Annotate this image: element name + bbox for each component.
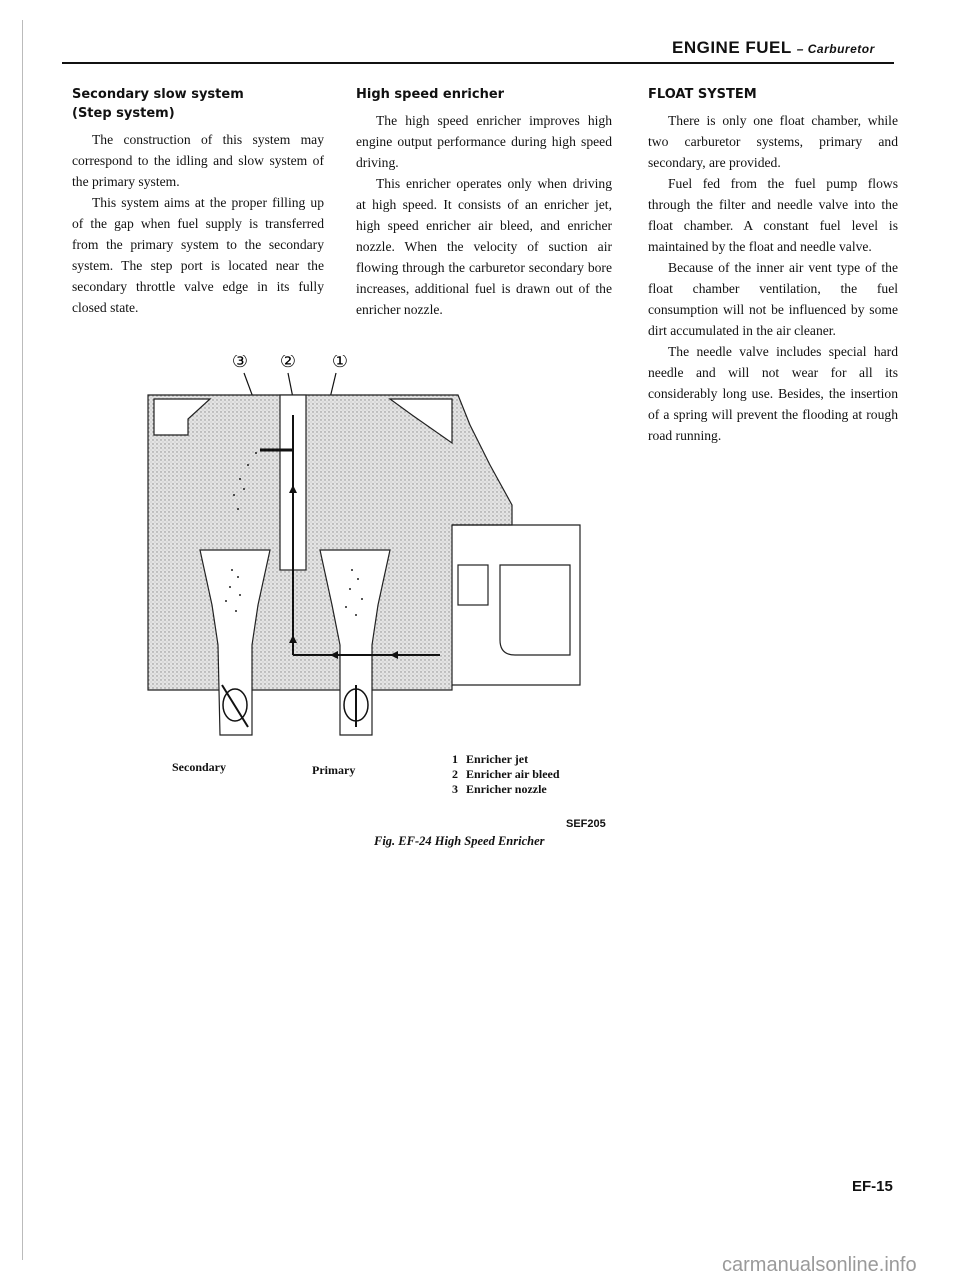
paragraph: The high speed enricher improves high engine output performance during high speed driving. (356, 113, 612, 170)
figure-caption: Fig. EF-24 High Speed Enricher (374, 834, 545, 848)
carburetor-diagram (140, 355, 600, 800)
column-high-speed-enricher (356, 85, 612, 320)
header-subtitle: – Carburetor (796, 42, 875, 56)
legend-item: 1 Enricher jet (452, 752, 529, 766)
figure-code: SEF205 (566, 818, 606, 830)
callout-2: ② (279, 355, 297, 372)
section-heading-float-system: FLOAT SYSTEM (648, 87, 757, 102)
paragraph: The construction of this system may correspond to the idling and slow system of the primary system. (72, 132, 324, 189)
label-secondary: Secondary (172, 760, 226, 774)
page-number: EF-15 (852, 1178, 893, 1195)
heading-line-2: (Step system) (72, 106, 175, 121)
paragraph: This system aims at the proper filling up of the gap when fuel supply is transferred from the primary system to the secondary system. The step port is located near the secondary throttle valve edge in its fully closed state. (72, 195, 324, 315)
callout-1: ① (331, 355, 349, 372)
header-rule (62, 62, 894, 64)
label-primary: Primary (312, 763, 356, 777)
paragraph: There is only one float chamber, while two carburetor systems, primary and secondary, are provided. (648, 113, 898, 170)
page-edge-line (22, 20, 23, 1260)
column-float-system (648, 85, 898, 446)
watermark: carmanualsonline.info (722, 1254, 917, 1276)
paragraph: This enricher operates only when driving at high speed. It consists of an enricher jet, high speed enricher air bleed, and enricher nozzle. When the velocity of suction air flowing through the carburetor secondary bore increases, additional fuel is drawn out of the enricher nozzle. (356, 176, 612, 317)
page-header (672, 38, 875, 58)
high-speed-enricher-figure (140, 355, 600, 800)
header-title: ENGINE FUEL (672, 38, 792, 57)
legend-item: 2 Enricher air bleed (452, 767, 560, 781)
paragraph: Fuel fed from the fuel pump flows through the filter and needle valve into the float chamber. A constant fuel level is maintained by the float and needle valve. (648, 176, 898, 254)
section-heading-secondary-slow (72, 85, 324, 123)
paragraph: The needle valve includes special hard needle and will not wear for all its considerably long use. Besides, the insertion of a spring will prevent the flooding at rough road running. (648, 344, 898, 443)
callout-3: ③ (231, 355, 249, 372)
column-secondary-slow-system (72, 85, 324, 318)
legend-item: 3 Enricher nozzle (452, 782, 547, 796)
figure-legend (452, 752, 560, 797)
paragraph: Because of the inner air vent type of the float chamber ventilation, the fuel consumption will not be influenced by some dirt accumulated in the air cleaner. (648, 260, 898, 338)
heading-line-1: Secondary slow system (72, 87, 244, 102)
section-heading-high-speed-enricher: High speed enricher (356, 87, 505, 102)
